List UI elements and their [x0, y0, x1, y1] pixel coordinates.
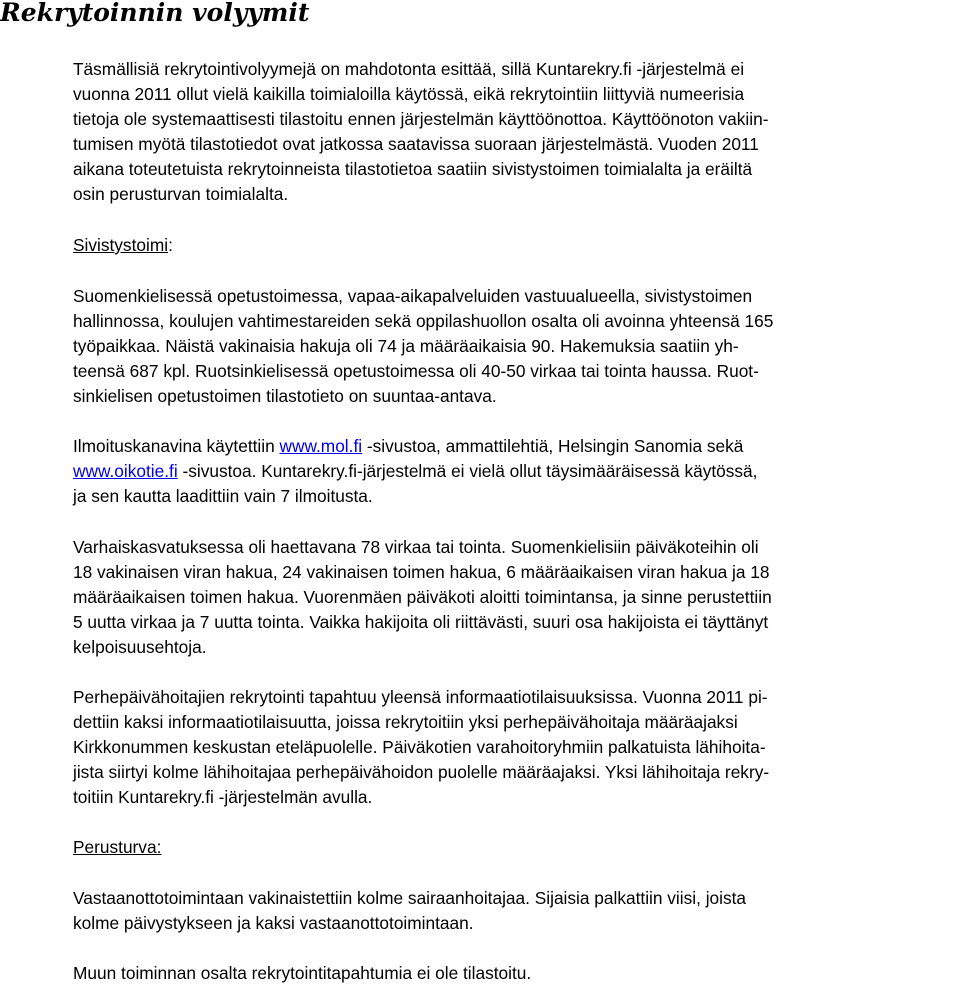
sivistystoimi-paragraph-3	[73, 535, 953, 660]
paragraph-line: hallinnossa, koulujen vahtimestareiden sekä oppilashuollon osalta oli avoinna yhteensä 165	[73, 311, 774, 331]
paragraph-line: Muun toiminnan osalta rekrytointitapahtumia ei ole tilastoitu.	[73, 963, 532, 983]
paragraph-line: tumisen myötä tilastotiedot ovat jatkossa saatavissa suoraan järjestelmästä. Vuoden 2011	[73, 134, 759, 154]
paragraph-line: dettiin kaksi informaatiotilaisuutta, joissa rekrytoitiin yksi perhepäivähoitaja määräajaksi	[73, 712, 738, 732]
paragraph-line: Ilmoituskanavina käytettiin www.mol.fi -sivustoa, ammattilehtiä, Helsingin Sanomia sekä	[73, 436, 744, 456]
paragraph-line: tietoja ole systemaattisesti tilastoitu ennen järjestelmän käyttöönottoa. Käyttöönoton vakiin-	[73, 109, 769, 129]
paragraph-line: sinkielisen opetustoimen tilastotieto on suuntaa-antava.	[73, 386, 497, 406]
paragraph-line: Vastaanottotoimintaan vakinaistettiin kolme sairaanhoitajaa. Sijaisia palkattiin viisi, joista	[73, 888, 747, 908]
heading-colon: :	[168, 235, 173, 255]
paragraph-line: Suomenkielisessä opetustoimessa, vapaa-aikapalveluiden vastuualueella, sivistystoimen	[73, 286, 753, 306]
oikotie-fi-link[interactable]: www.oikotie.fi	[73, 461, 178, 481]
section-heading-sivistystoimi	[73, 233, 953, 258]
paragraph-line: jista siirtyi kolme lähihoitajaa perhepäivähoidon puolelle määräajaksi. Yksi lähihoitaja rekry-	[73, 762, 770, 782]
paragraph-line: Perhepäivähoitajien rekrytointi tapahtuu yleensä informaatiotilaisuuksissa. Vuonna 2011 pi-	[73, 687, 768, 707]
paragraph-line: kelpoisuusehtoja.	[73, 637, 207, 657]
paragraph-line: osin perusturvan toimialalta.	[73, 184, 289, 204]
section-heading-label: Sivistystoimi	[73, 235, 169, 255]
intro-paragraph	[73, 57, 953, 207]
paragraph-line: kolme päivystykseen ja kaksi vastaanottotoimintaan.	[73, 913, 474, 933]
perusturva-paragraph-2	[73, 961, 953, 986]
section-heading-label: Perusturva:	[73, 837, 162, 857]
paragraph-line: Kirkkonummen keskustan eteläpuolelle. Päiväkotien varahoitoryhmiin palkatuista lähihoita-	[73, 737, 766, 757]
paragraph-line: Varhaiskasvatuksessa oli haettavana 78 virkaa tai tointa. Suomenkielisiin päiväkoteihin oli	[73, 537, 759, 557]
paragraph-line: 5 uutta virkaa ja 7 uutta tointa. Vaikka hakijoita oli riittävästi, suuri osa hakijoista ei täyttänyt	[73, 612, 769, 632]
paragraph-line: www.oikotie.fi -sivustoa. Kuntarekry.fi-järjestelmä ei vielä ollut täysimääräisessä käytössä,	[73, 461, 758, 481]
paragraph-line: määräaikaisen toimen hakua. Vuorenmäen päiväkoti aloitti toimintansa, ja sinne perustettiin	[73, 587, 772, 607]
sivistystoimi-paragraph-1	[73, 284, 953, 409]
section-heading-perusturva	[73, 835, 953, 860]
paragraph-line: työpaikkaa. Näistä vakinaisia hakuja oli 74 ja määräaikaisia 90. Hakemuksia saatiin yh-	[73, 336, 739, 356]
paragraph-line: toitiin Kuntarekry.fi -järjestelmän avulla.	[73, 787, 373, 807]
perusturva-paragraph-1	[73, 886, 953, 936]
paragraph-line: 18 vakinaisen viran hakua, 24 vakinaisen toimen hakua, 6 määräaikaisen viran hakua ja 18	[73, 562, 770, 582]
sivistystoimi-paragraph-2	[73, 434, 953, 509]
paragraph-line: vuonna 2011 ollut vielä kaikilla toimialoilla käytössä, eikä rekrytointiin liittyviä numeerisia	[73, 84, 745, 104]
mol-fi-link[interactable]: www.mol.fi	[279, 436, 363, 456]
page-title: Rekrytoinnin volyymit	[0, 0, 310, 27]
paragraph-line: teensä 687 kpl. Ruotsinkielisessä opetustoimessa oli 40-50 virkaa tai tointa haussa. Ruot-	[73, 361, 759, 381]
paragraph-line: aikana toteutetuista rekrytoinneista tilastotietoa saatiin sivistystoimen toimialalta ja eräiltä	[73, 159, 753, 179]
paragraph-line: Täsmällisiä rekrytointivolyymejä on mahdotonta esittää, sillä Kuntarekry.fi -järjestelmä ei	[73, 59, 745, 79]
sivistystoimi-paragraph-4	[73, 685, 953, 810]
paragraph-line: ja sen kautta laadittiin vain 7 ilmoitusta.	[73, 486, 373, 506]
